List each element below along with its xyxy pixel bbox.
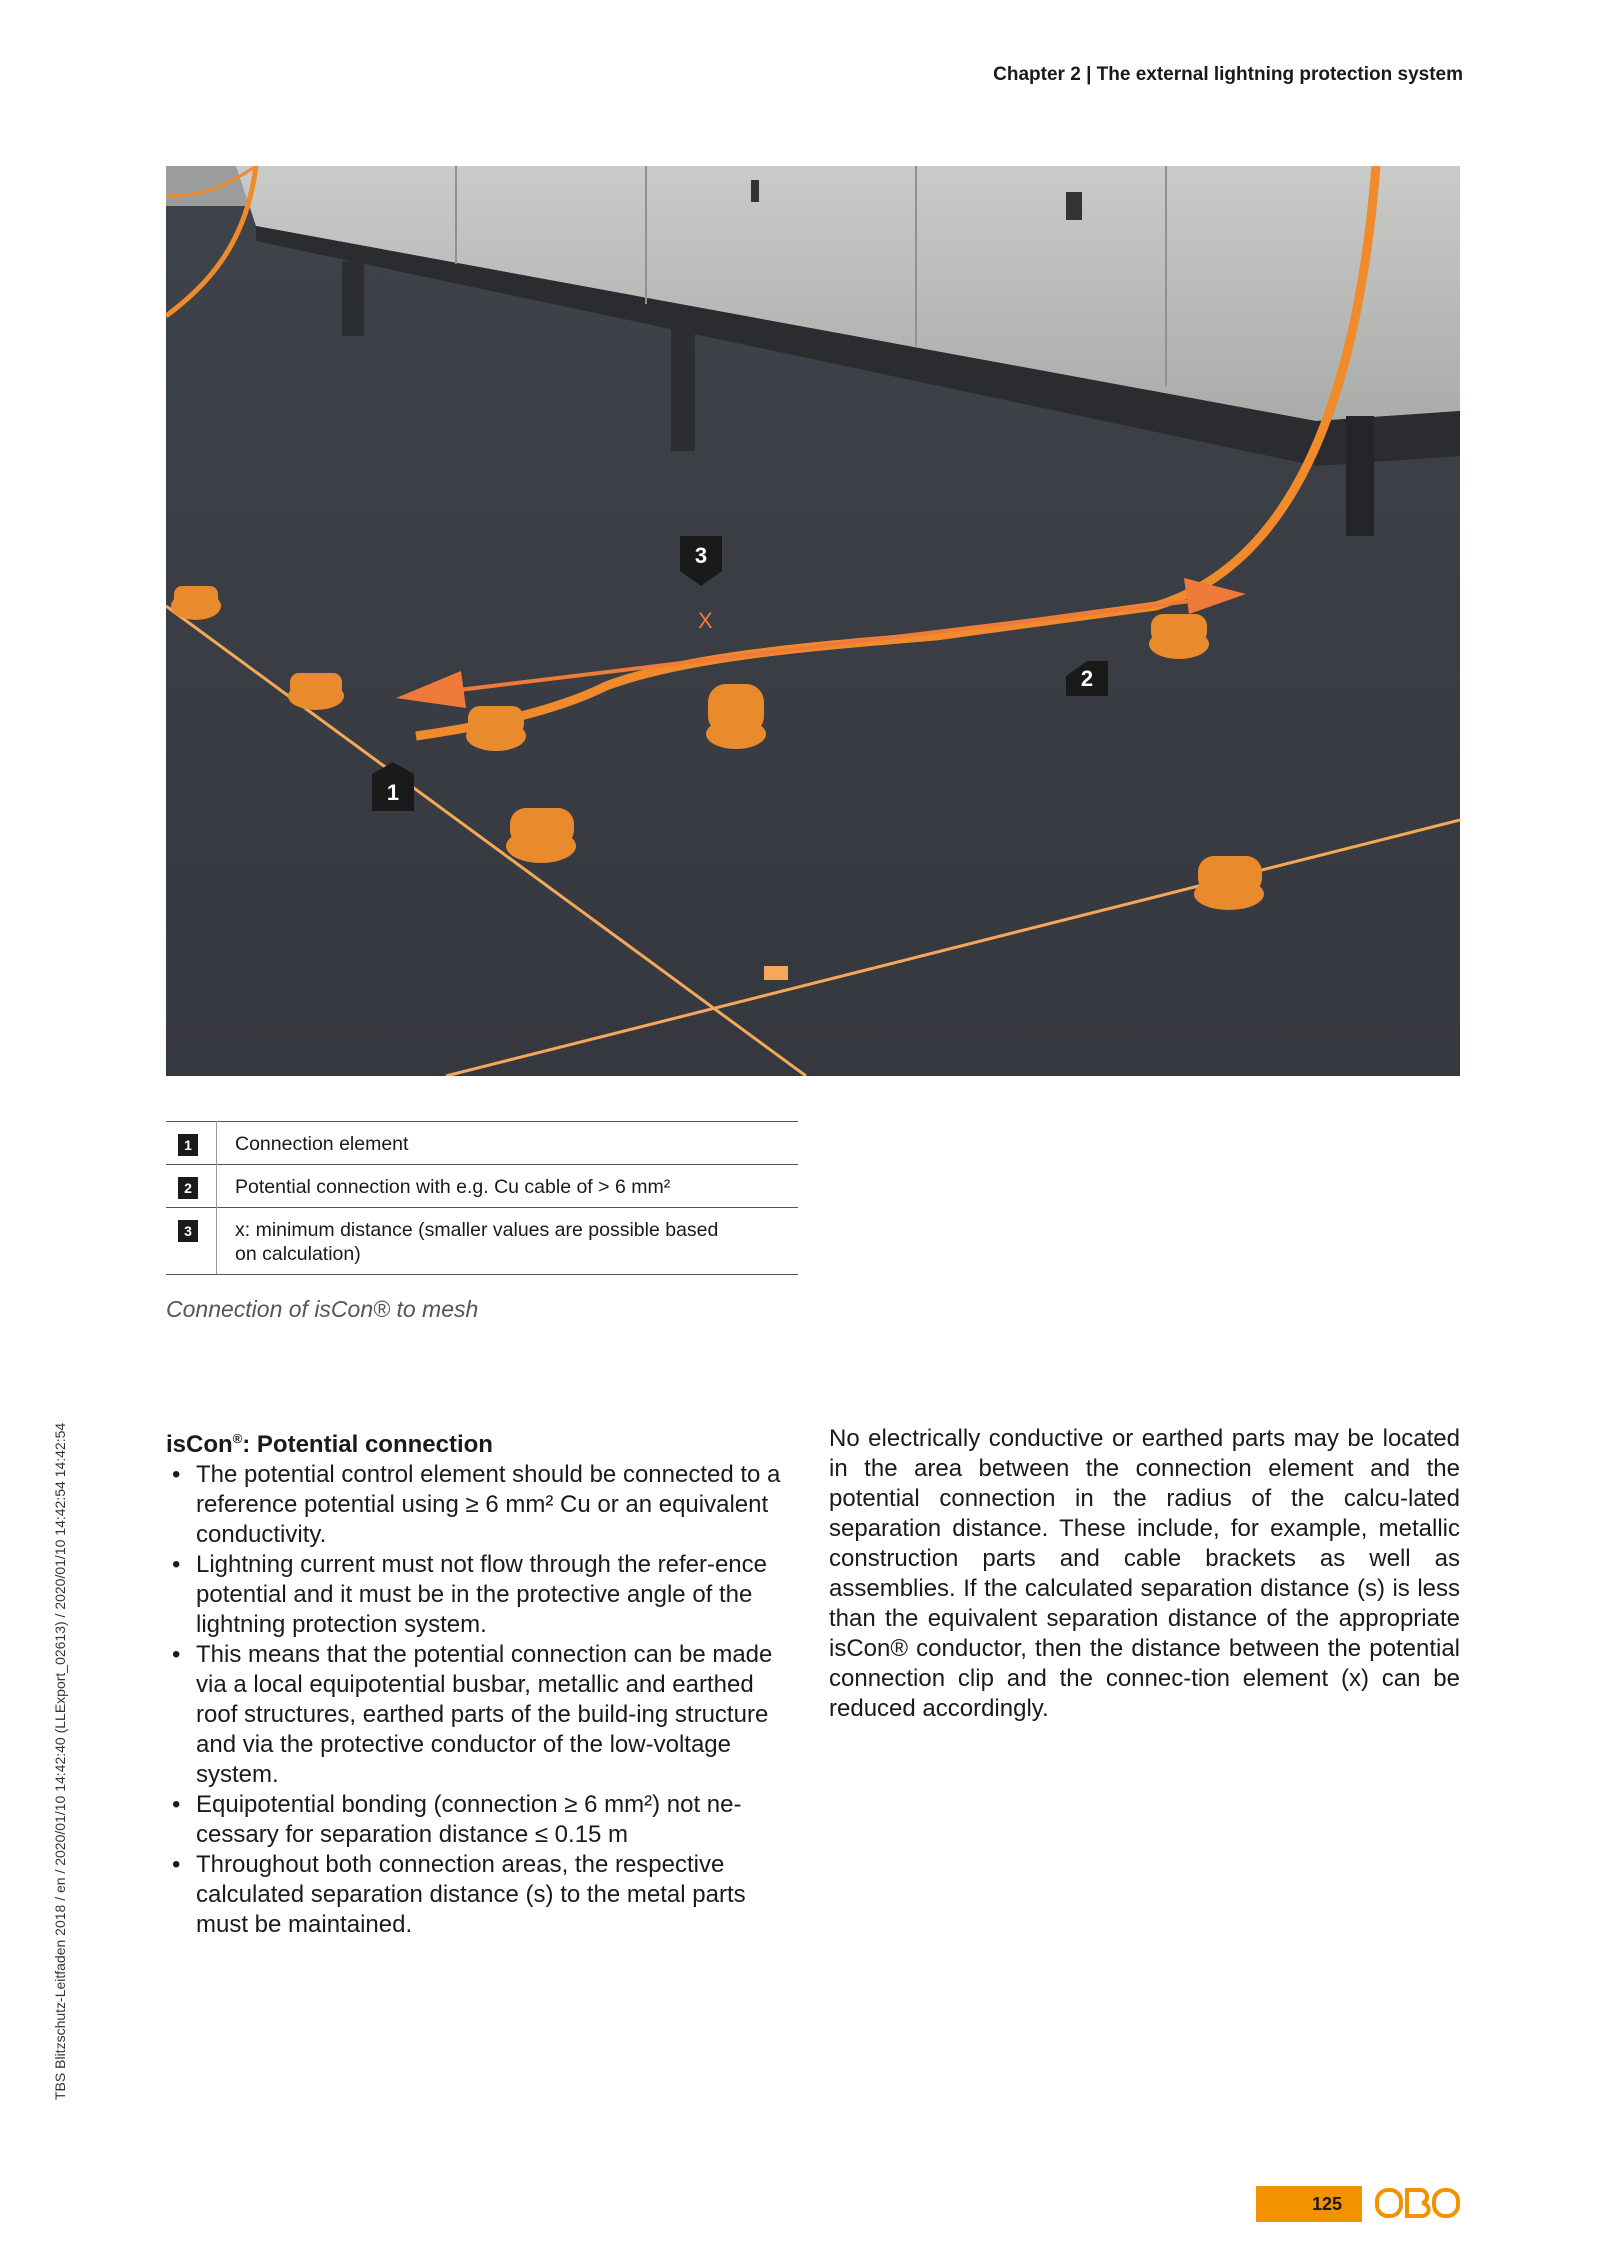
legend-row	[166, 1208, 798, 1275]
legend-text: Connection element	[217, 1122, 799, 1165]
section-heading: isCon®: Potential connection	[166, 1431, 493, 1458]
list-item: • The potential control element should be connected to a reference potential using ≥ 6 mm² Cu or an equivalent conductivity.	[166, 1460, 798, 1550]
legend-text: x: minimum distance (smaller values are possible based on calculation)	[217, 1208, 799, 1275]
legend-number: 2	[178, 1177, 198, 1199]
body-paragraph: No electrically conductive or earthed parts may be located in the area between the connection element and the potential connection in the radius of the calcu-lated separation distance. These include, for example, metallic construction parts and cable brackets as well as assemblies. If the calculated separation distance (s) is less than the equivalent separation distance of the appropriate isCon® conductor, then the distance between the potential connection clip and the connec-tion element (x) can be reduced accordingly.	[829, 1425, 1460, 1722]
svg-text:1: 1	[386, 780, 400, 805]
chapter-header: Chapter 2 | The external lightning protection system	[993, 64, 1463, 85]
legend-number: 1	[178, 1134, 198, 1156]
legend-table	[166, 1121, 798, 1275]
svg-text:2: 2	[1080, 666, 1094, 691]
roof-illustration	[166, 166, 1460, 1076]
left-column	[166, 1424, 798, 1940]
bullet-list	[166, 1460, 798, 1940]
figure-caption: Connection of isCon® to mesh	[166, 1296, 479, 1322]
legend-row	[166, 1122, 798, 1165]
legend-number: 3	[178, 1220, 198, 1242]
obo-logo	[1375, 2186, 1460, 2227]
sidebar-print-info: TBS Blitzschutz-Leitfaden 2018 / en / 2020/01/10 14:42:40 (LLExport_02613) / 2020/01/10 14:42:54 14:42:54	[52, 1422, 68, 2100]
legend-row	[166, 1165, 798, 1208]
list-item: • Equipotential bonding (connection ≥ 6 mm²) not ne-cessary for separation distance ≤ 0.15 m	[166, 1790, 798, 1850]
svg-text:3: 3	[694, 543, 708, 568]
legend-text: Potential connection with e.g. Cu cable of > 6 mm²	[217, 1165, 799, 1208]
list-item: • This means that the potential connection can be made via a local equipotential busbar, metallic and earthed roof structures, earthed parts of the build-ing structure and via the protective conductor of the low-voltage system.	[166, 1640, 798, 1790]
list-item: • Lightning current must not flow through the refer-ence potential and it must be in the protective angle of the lightning protection system.	[166, 1550, 798, 1640]
page-number: 125	[1256, 2186, 1362, 2222]
list-item: • Throughout both connection areas, the respective calculated separation distance (s) to the metal parts must be maintained.	[166, 1850, 798, 1940]
right-column	[829, 1424, 1460, 1724]
distance-label: X	[698, 608, 713, 633]
